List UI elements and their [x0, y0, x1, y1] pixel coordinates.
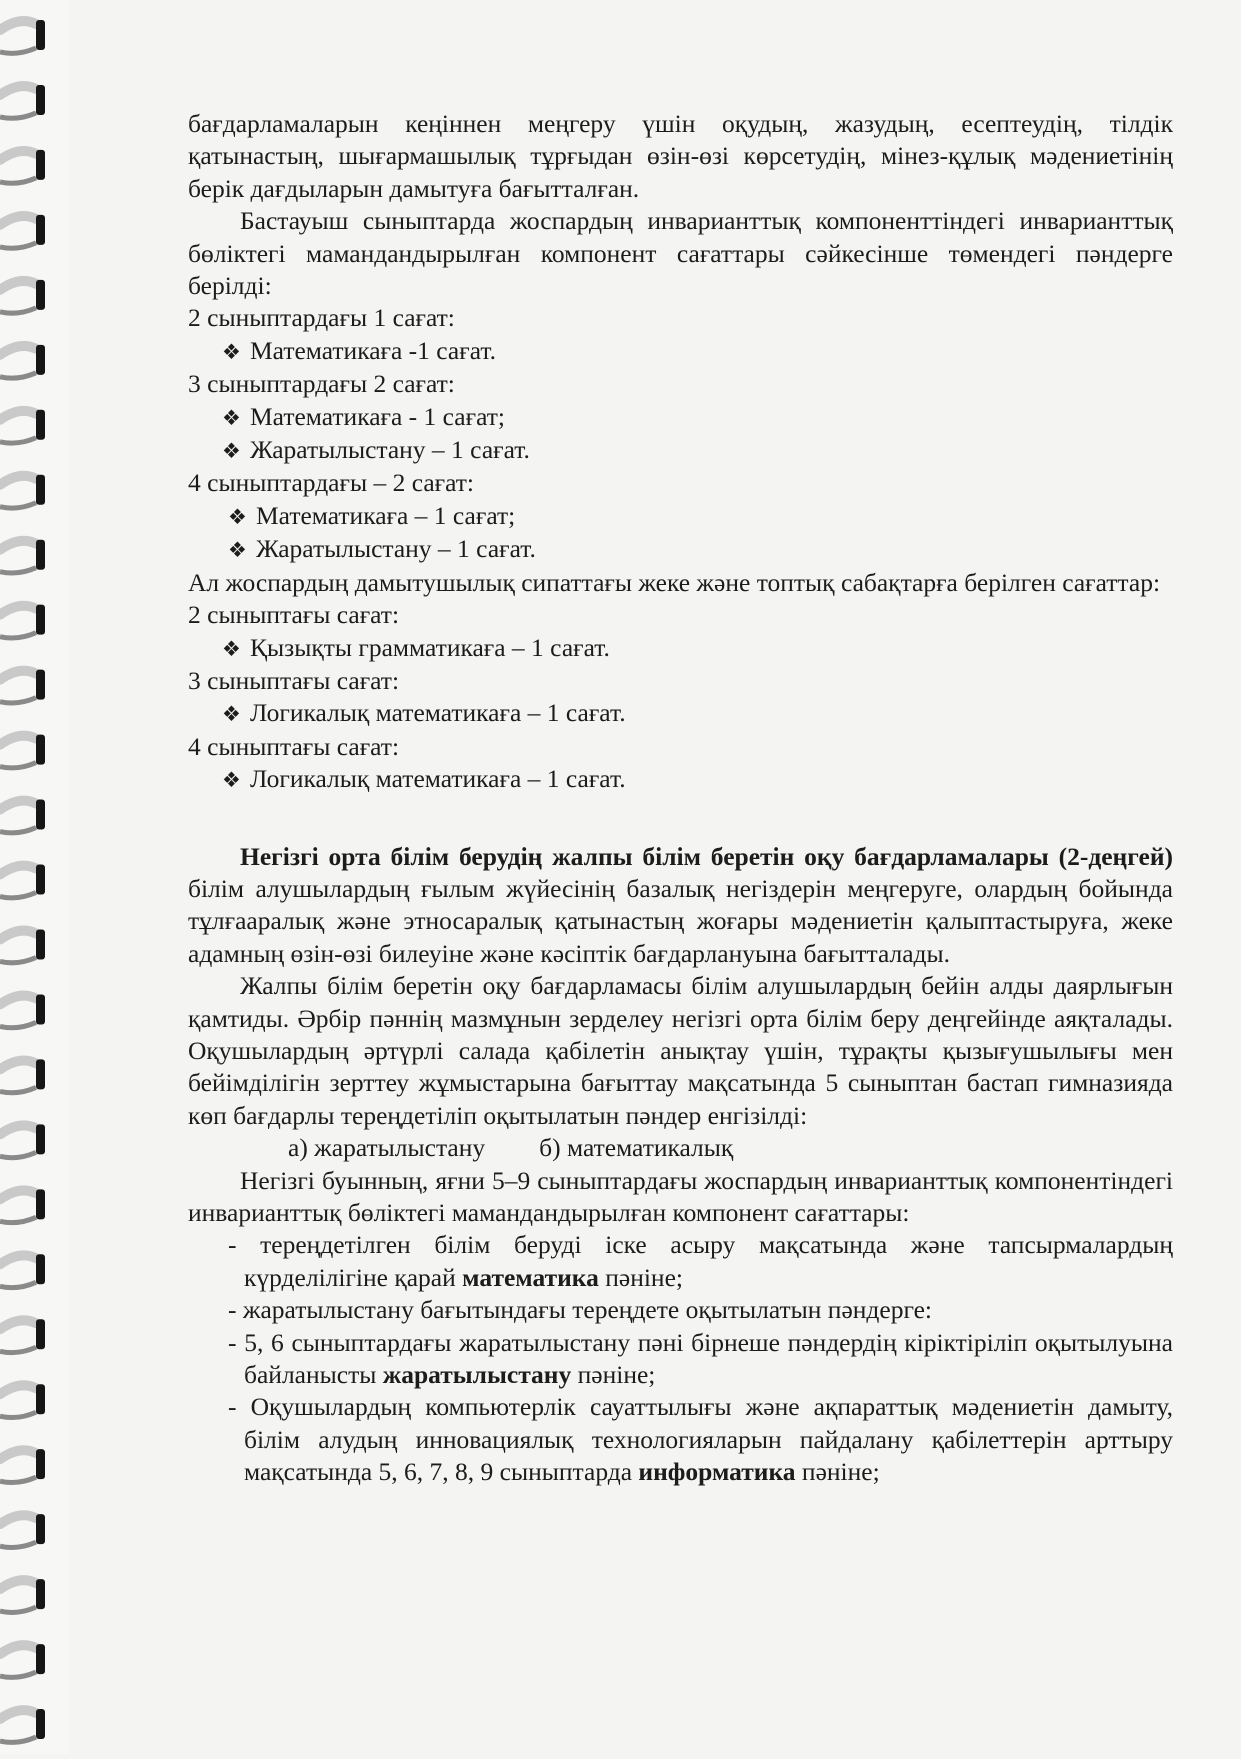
- coil-ring: [0, 994, 45, 1027]
- coil-ring: [0, 1319, 45, 1352]
- coil-ring: [0, 1644, 45, 1677]
- dev-grade4-heading: 4 сыныптағы сағат:: [188, 731, 400, 761]
- list-item: ❖ Жаратылыстану – 1 сағат.: [188, 434, 1173, 467]
- coil-ring: [0, 670, 45, 703]
- coil-ring: [0, 475, 45, 508]
- diamond-bullet-icon: ❖: [222, 768, 241, 793]
- paragraph-grades-5-9: Негізгі буынның, яғни 5–9 сыныптардағы жоспардың инварианттық компонентіндегі инварианттық бөліктегі мамандандырылған компонент сағаттары:: [188, 1165, 1173, 1227]
- coil-ring: [0, 1579, 45, 1612]
- diamond-bullet-icon: ❖: [228, 538, 247, 563]
- list-item: ❖ Математикаға – 1 сағат;: [188, 500, 1173, 533]
- spiral-binding-icon: [0, 0, 70, 1754]
- coil-ring: [0, 215, 45, 248]
- coil-ring: [0, 800, 45, 833]
- diamond-bullet-icon: ❖: [222, 636, 241, 661]
- coil-ring: [0, 1254, 45, 1287]
- coil-ring: [0, 345, 45, 378]
- diamond-bullet-icon: ❖: [222, 702, 241, 727]
- bold-phrase: Негізгі орта білім берудің жалпы білім беретін оқу бағдарламалары (2-деңгей): [240, 841, 1173, 871]
- coil-ring: [0, 1124, 45, 1157]
- coil-ring: [0, 865, 45, 898]
- diamond-bullet-icon: ❖: [222, 439, 241, 464]
- diamond-bullet-icon: ❖: [222, 339, 241, 364]
- coil-ring: [0, 1189, 45, 1222]
- list-item: ❖ Математикаға -1 сағат.: [188, 335, 1173, 368]
- list-item: ❖ Математикаға - 1 сағат;: [188, 401, 1173, 434]
- coil-ring: [0, 20, 45, 53]
- paragraph-intro-continuation: бағдарламаларын кеңіннен меңгеру үшін оқудың, жазудың, есептеудің, тілдік қатынастың, шығармашылық тұрғыдан өзін-өзі көрсетудің, мінез-құлық мәдениетінің берік дағдыларын дамытуға бағытталған.: [188, 109, 1173, 203]
- option-a: а) жаратылыстану: [288, 1133, 486, 1163]
- coil-ring: [0, 735, 45, 768]
- coil-ring: [0, 1059, 45, 1092]
- dev-grade2-heading: 2 сыныптағы сағат:: [188, 600, 400, 630]
- list-item: ❖ Логикалық математикаға – 1 сағат.: [188, 697, 1173, 730]
- coil-ring: [0, 540, 45, 573]
- coil-ring: [0, 1514, 45, 1547]
- coil-ring: [0, 150, 45, 183]
- dev-grade3-heading: 3 сыныптағы сағат:: [188, 665, 400, 695]
- binding-spine: [0, 0, 70, 1754]
- coil-ring: [0, 410, 45, 443]
- coil-ring: [0, 605, 45, 638]
- list-item: ❖ Жаратылыстану – 1 сағат.: [188, 533, 1173, 566]
- dash-item: - жаратылыстану бағытындағы тереңдете оқытылатын пәндерге:: [228, 1295, 932, 1325]
- grade3-heading: 3 сыныптардағы 2 сағат:: [188, 369, 455, 399]
- coil-ring: [0, 85, 45, 118]
- dash-item: - 5, 6 сыныптардағы жаратылыстану пәні бірнеше пәндердің кіріктіріліп оқытылуына байланысты жаратылыстану пәніне;: [228, 1327, 1173, 1390]
- paragraph-invariant: Бастауыш сыныптарда жоспардың инварианттық компоненттіндегі инварианттық бөліктегі мамандандырылған компонент сағаттары сәйкесінше төмендегі пәндерге берілді:: [188, 206, 1173, 301]
- paragraph-basic-secondary: Негізгі орта білім берудің жалпы білім беретін оқу бағдарламалары (2-деңгей) білім алушылардың ғылым жүйесінің базалық негіздерін меңгеруге, олардың бойында тұлғааралық және этносаралық қатынастың жоғары мәдениетін қалыптастыруға, жеке адамның өзін-өзі билеуіне және кәсіптік бағдарлануына бағытталады.: [188, 841, 1173, 968]
- coil-ring: [0, 1384, 45, 1417]
- document-page: [188, 108, 1173, 1489]
- dash-item: - Оқушылардың компьютерлік сауаттылығы және ақпараттық мәдениетін дамыту, білім алудың инновациялық технологияларын пайдалану қабілеттерін арттыру мақсатында 5, 6, 7, 8, 9 сыныптарда информатика пәніне;: [228, 1392, 1173, 1487]
- coil-ring: [0, 1709, 45, 1742]
- paragraph-development-hours: Ал жоспардың дамытушылық сипаттағы жеке және топтық сабақтарға берілген сағаттар:: [188, 567, 1161, 597]
- dash-item: - тереңдетілген білім беруді іске асыру мақсатында және тапсырмалардың күрделілігіне қарай математика пәніне;: [228, 1230, 1173, 1292]
- list-item: ❖ Қызықты грамматикаға – 1 сағат.: [188, 632, 1173, 665]
- coil-ring: [0, 929, 45, 962]
- diamond-bullet-icon: ❖: [228, 504, 247, 529]
- options-line: [188, 1132, 1173, 1164]
- coil-ring: [0, 280, 45, 313]
- list-item: ❖ Логикалық математикаға – 1 сағат.: [188, 763, 1173, 796]
- coil-ring: [0, 1449, 45, 1482]
- grade2-heading: 2 сыныптардағы 1 сағат:: [188, 303, 455, 333]
- option-b: б) математикалық: [539, 1133, 734, 1163]
- paragraph-general-program: Жалпы білім беретін оқу бағдарламасы білім алушылардың бейін алды даярлығын қамтиды. Әрбір пәннің мазмұнын зерделеу негізгі орта білім беру деңгейінде аяқталады. Оқушылардың әртүрлі салада қабілетін анықтау үшін, тұрақты қызығушылығы мен бейімділігін зерттеу жұмыстарына бағыттау мақсатында 5 сыныптан бастап гимназияда көп бағдарлы тереңдетіліп оқытылатын пәндер енгізілді:: [188, 971, 1173, 1130]
- diamond-bullet-icon: ❖: [222, 405, 241, 430]
- grade4-heading: 4 сыныптардағы – 2 сағат:: [188, 468, 474, 498]
- section-spacer: [188, 797, 1173, 841]
